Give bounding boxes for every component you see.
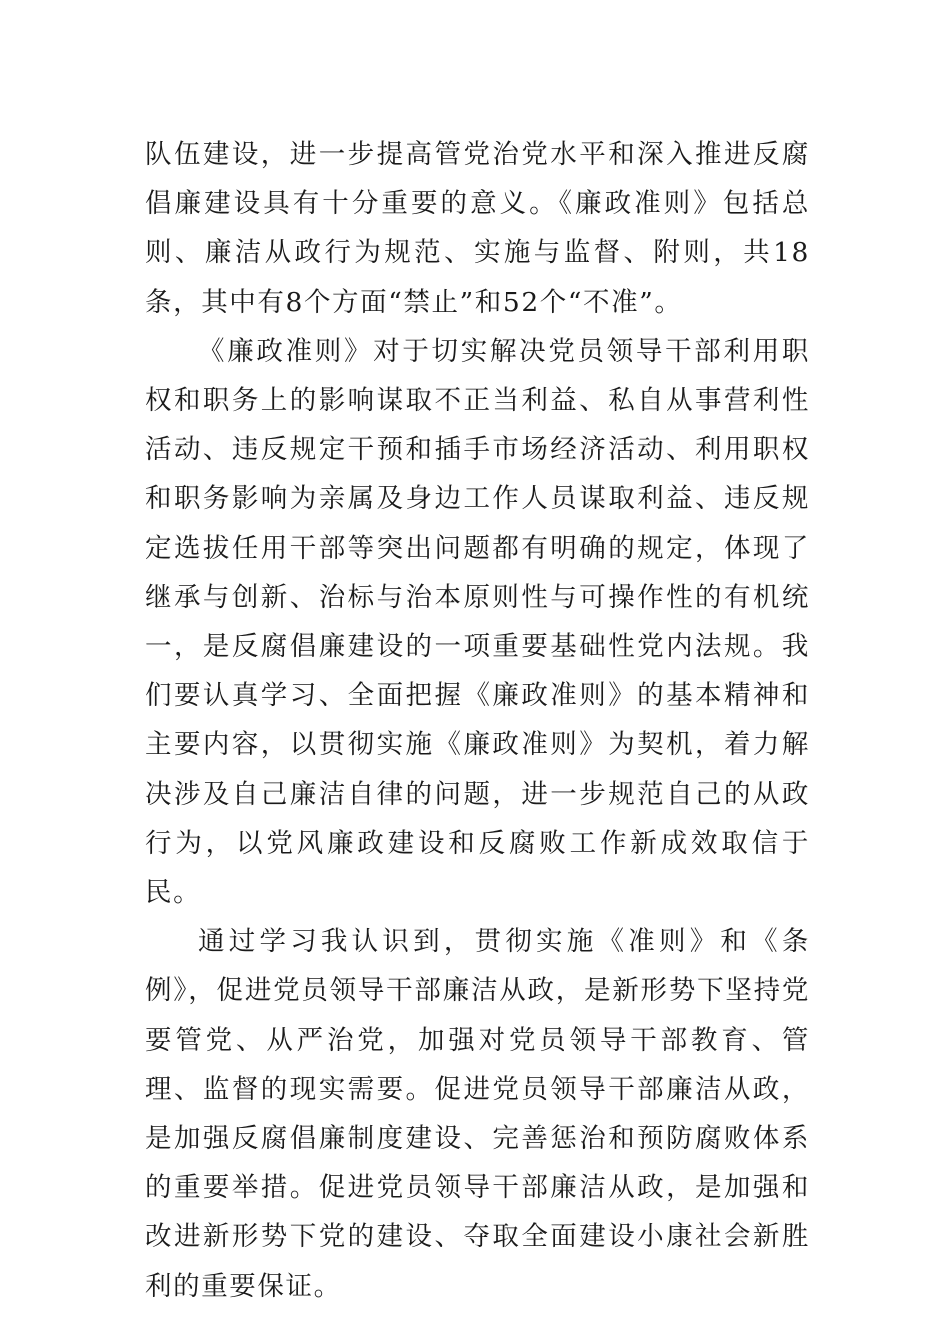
paragraph-learning-reflection: 通过学习我认识到，贯彻实施《准则》和《条例》，促进党员领导干部廉洁从政，是新形势下坚持党要管党、从严治党，加强对党员领导干部教育、管理、监督的现实需要。促进党员领导干部廉洁从政，是加强反腐倡廉制度建设、完善惩治和预防腐败体系的重要举措。促进党员领导干部廉洁从政，是加强和改进新形势下党的建设、夺取全面建设小康社会新胜利的重要保证。	[145, 926, 810, 1302]
paragraph-continued: 队伍建设，进一步提高管党治党水平和深入推进反腐倡廉建设具有十分重要的意义。《廉政准则》包括总则、廉洁从政行为规范、实施与监督、附则，共18条，其中有8个方面“禁止”和52个“不准”。	[145, 139, 810, 318]
body-text	[145, 130, 810, 1311]
paragraph-lianzheng-zhunze: 《廉政准则》对于切实解决党员领导干部利用职权和职务上的影响谋取不正当利益、私自从事营利性活动、违反规定干预和插手市场经济活动、利用职权和职务影响为亲属及身边工作人员谋取利益、违反规定选拔任用干部等突出问题都有明确的规定，体现了继承与创新、治标与治本原则性与可操作性的有机统一，是反腐倡廉建设的一项重要基础性党内法规。我们要认真学习、全面把握《廉政准则》的基本精神和主要内容，以贯彻实施《廉政准则》为契机，着力解决涉及自己廉洁自律的问题，进一步规范自己的从政行为，以党风廉政建设和反腐败工作新成效取信于民。	[145, 335, 810, 909]
